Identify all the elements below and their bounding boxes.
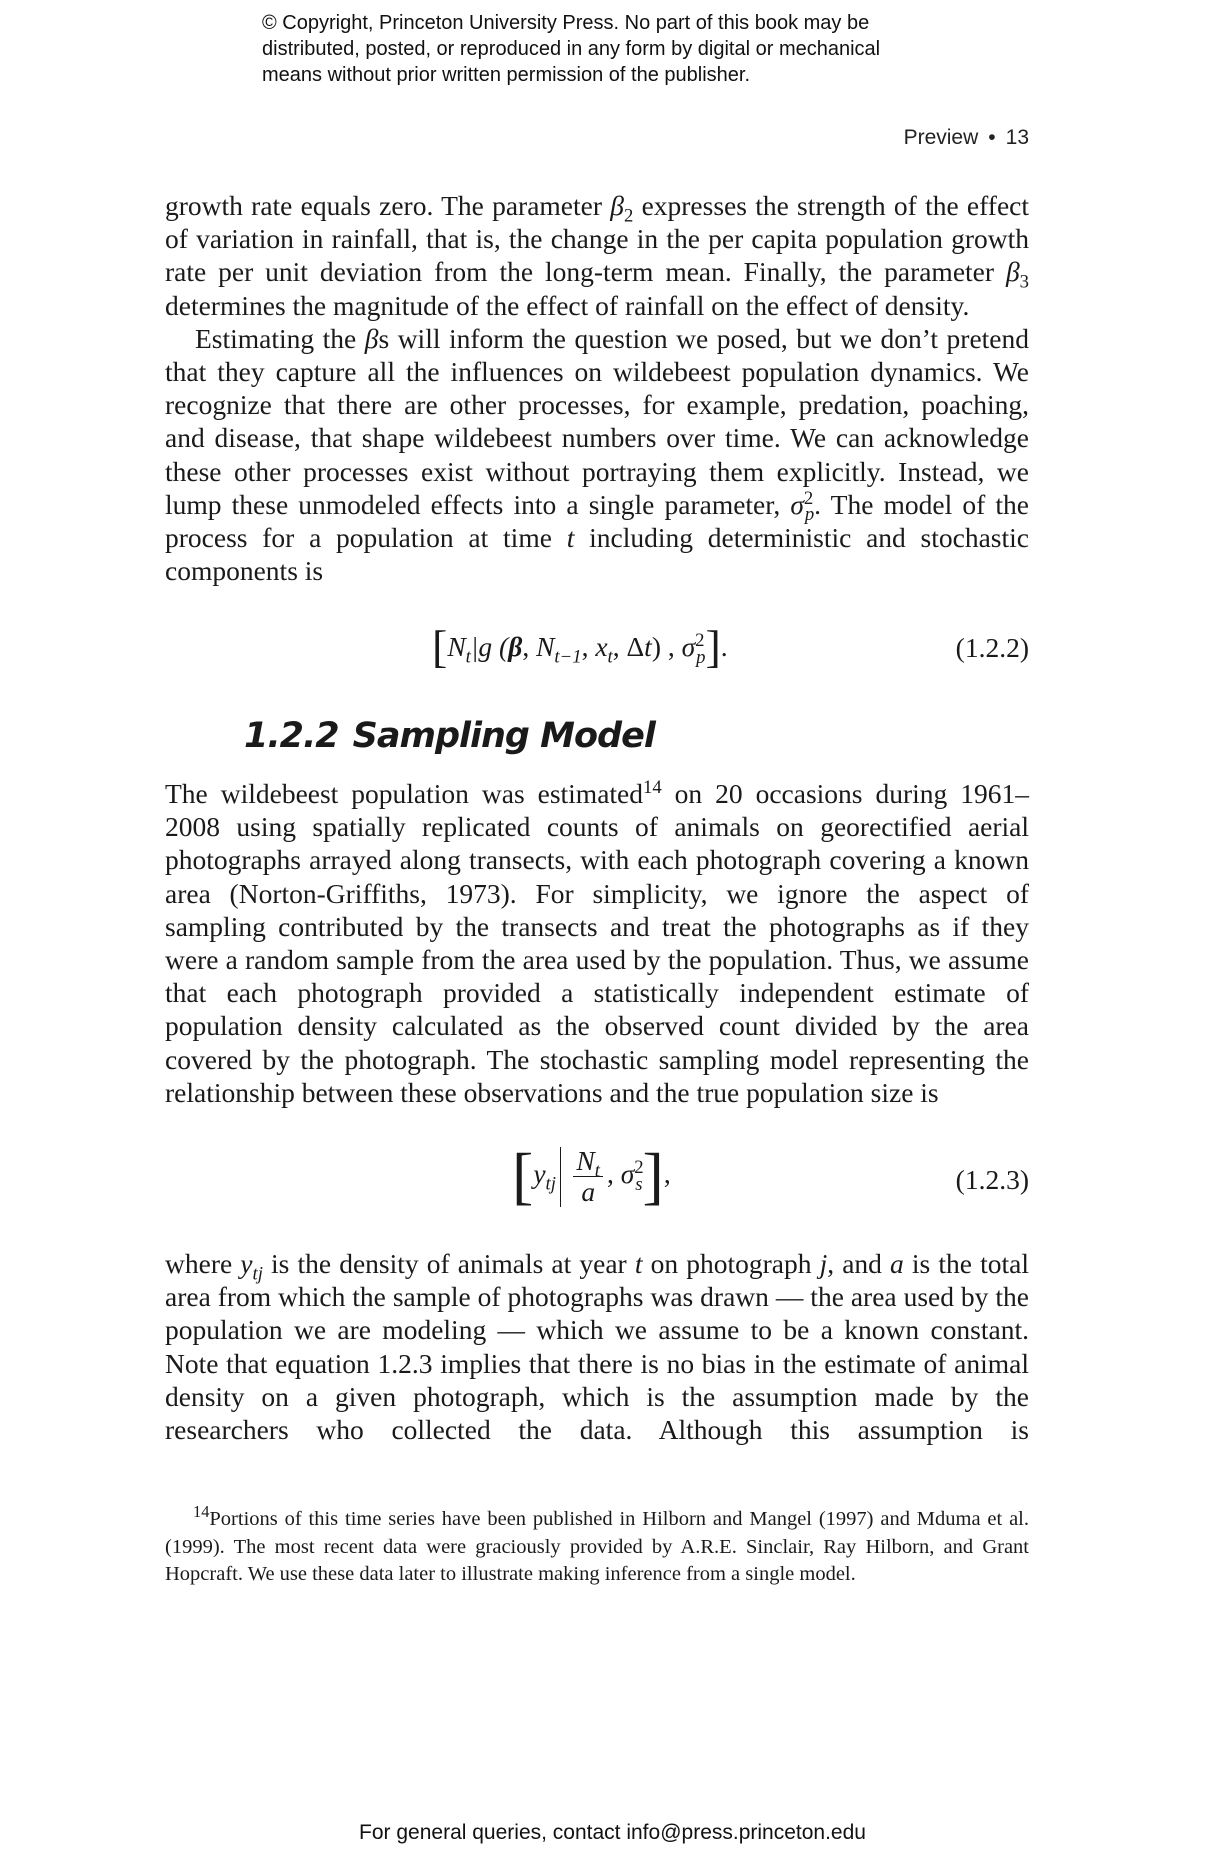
variable: N: [447, 631, 466, 662]
text-run: including deterministic and stochastic components is: [165, 522, 1029, 587]
separator: ,: [522, 631, 537, 662]
variable: a: [581, 1176, 596, 1208]
section-heading: [244, 716, 655, 756]
bracket: ]: [642, 1140, 664, 1211]
sigma-symbol: σ: [790, 488, 804, 520]
section-number: 1.2.2: [244, 716, 339, 756]
paragraph: [165, 189, 1029, 322]
text-run: expresses the strength of the effect of variation in rainfall, that is, the change in the per capita population growth rate per unit deviation from the long-term mean. Finally, the parameter: [165, 190, 1029, 288]
subscript: t−1: [554, 646, 582, 668]
superscript: 2: [634, 1156, 644, 1178]
text-run: is the total area from which the sample of photographs was drawn — the area used by the population we are modeling — which we assume to be a known constant. Note that equation 1.2.3 implies that there is no bias in the estimate of animal density on a given photograph, which is the assumption made by the researchers who collected the data. Although this assumption is: [165, 1248, 1029, 1446]
variable: t: [634, 1248, 643, 1279]
equation-1-2-3: [512, 1140, 671, 1211]
footnote-ref[interactable]: 14: [643, 776, 662, 798]
bracket: [: [432, 621, 448, 672]
bullet-separator: •: [988, 126, 996, 149]
function-g: |g (: [470, 631, 509, 662]
fraction-denominator: [573, 1177, 603, 1207]
fraction: [573, 1146, 603, 1207]
equation-1-2-2: [432, 621, 728, 672]
variable: N: [576, 1145, 595, 1177]
punctuation: ,: [663, 1158, 671, 1189]
variable: y: [533, 1158, 546, 1189]
subscript: t: [465, 646, 471, 668]
body-text-middle: [165, 777, 1029, 1109]
variable: y: [240, 1248, 253, 1279]
footnote: [165, 1502, 1029, 1589]
fraction-numerator: [573, 1145, 603, 1182]
bracket: [: [512, 1140, 534, 1211]
body-text-upper: [165, 189, 1029, 587]
text-run: , and: [827, 1248, 891, 1279]
page-number: 13: [1005, 126, 1029, 149]
variable: t: [644, 631, 652, 662]
text-run: Portions of this time series have been published in Hilborn and Mangel (1997) and Mduma et al. (1999). The most recent data were graciously provided by A.R.E. Sinclair, Ray Hilborn, and Grant Hopcraft. We use these data later to illustrate making inference from a single model.: [165, 1508, 1029, 1585]
equation-number: (1.2.3): [955, 1164, 1029, 1195]
footer-contact: For general queries, contact info@press.princeton.edu: [359, 1821, 866, 1844]
subscript: tj: [252, 1263, 263, 1285]
text-run: where: [165, 1248, 241, 1279]
variable: t: [566, 522, 575, 554]
footnote-marker: 14: [193, 1502, 210, 1522]
body-text-lower: [165, 1247, 1029, 1446]
conditional-bar: [560, 1147, 562, 1207]
superscript: 2: [695, 629, 705, 651]
separator: ,: [581, 631, 596, 662]
text-run: determines the magnitude of the effect of rainfall on the effect of density.: [165, 289, 970, 321]
subscript: t: [594, 1160, 600, 1182]
beta-vector: β: [508, 631, 523, 662]
text-run: Estimating the: [195, 322, 365, 354]
subscript: t: [607, 646, 613, 668]
separator: ) ,: [651, 631, 682, 662]
variable: x: [595, 631, 608, 662]
running-head: [904, 126, 1029, 150]
variable: a: [890, 1248, 904, 1279]
footnote-text: [165, 1502, 1029, 1589]
subscript: s: [635, 1173, 643, 1195]
separator: ,: [606, 1158, 621, 1189]
copyright-line: means without prior written permission of the publisher.: [262, 64, 751, 86]
text-run: is the density of animals at year: [262, 1248, 635, 1279]
variable: N: [536, 631, 555, 662]
subscript: 3: [1019, 271, 1029, 293]
variable: j: [819, 1248, 828, 1279]
running-head-title: Preview: [903, 126, 979, 149]
sigma-symbol: σ: [681, 631, 696, 662]
sigma-symbol: σ: [620, 1158, 635, 1189]
copyright-line: © Copyright, Princeton University Press. No part of this book may be: [262, 12, 870, 34]
paragraph: [165, 322, 1029, 588]
paragraph: [165, 777, 1029, 1109]
beta-symbol: β: [1005, 256, 1020, 288]
beta-symbol: β: [364, 322, 379, 354]
text-run: growth rate equals zero. The parameter: [165, 190, 611, 221]
subscript: tj: [545, 1173, 556, 1195]
subscript: 2: [623, 205, 634, 227]
copyright-line: distributed, posted, or reproduced in any form by digital or mechanical: [262, 38, 881, 60]
text-run: on photograph: [642, 1248, 820, 1279]
text-run: on 20 occasions during 1961–2008 using spatially replicated counts of animals on georectified aerial photographs arrayed along transects, with each photograph covering a known area (Norton-Griffiths, 1973). For simplicity, we ignore the aspect of sampling contributed by the transects and treat the photographs as if they were a random sample from the area used by the population. Thus, we assume that each photograph provided a statistically independent estimate of population density calculated as the observed count divided by the area covered by the photograph. The stochastic sampling model representing the relationship between these observations and the true population size is: [165, 778, 1029, 1108]
text-run: s will inform the question we posed, but we don’t pretend that they capture all the influences on wildebeest population dynamics. We recognize that there are other processes, for example, predation, poaching, and disease, that shape wildebeest numbers over time. We can acknowledge these other processes exist without portraying them explicitly. Instead, we lump these unmodeled effects into a single parameter,: [165, 322, 1029, 520]
subscript: p: [804, 504, 815, 526]
separator: , Δ: [612, 631, 645, 662]
beta-symbol: β: [610, 190, 624, 221]
section-title: Sampling Model: [352, 716, 655, 756]
text-run: . The model of the process for a population at time: [165, 488, 1029, 554]
bracket: ]: [705, 621, 721, 672]
punctuation: .: [720, 631, 728, 662]
subscript: p: [696, 646, 706, 668]
paragraph: [165, 1247, 1029, 1446]
copyright-notice: [262, 10, 1022, 88]
text-run: The wildebeest population was estimated: [165, 778, 643, 809]
equation-number: (1.2.2): [955, 632, 1029, 663]
superscript: 2: [803, 487, 814, 509]
